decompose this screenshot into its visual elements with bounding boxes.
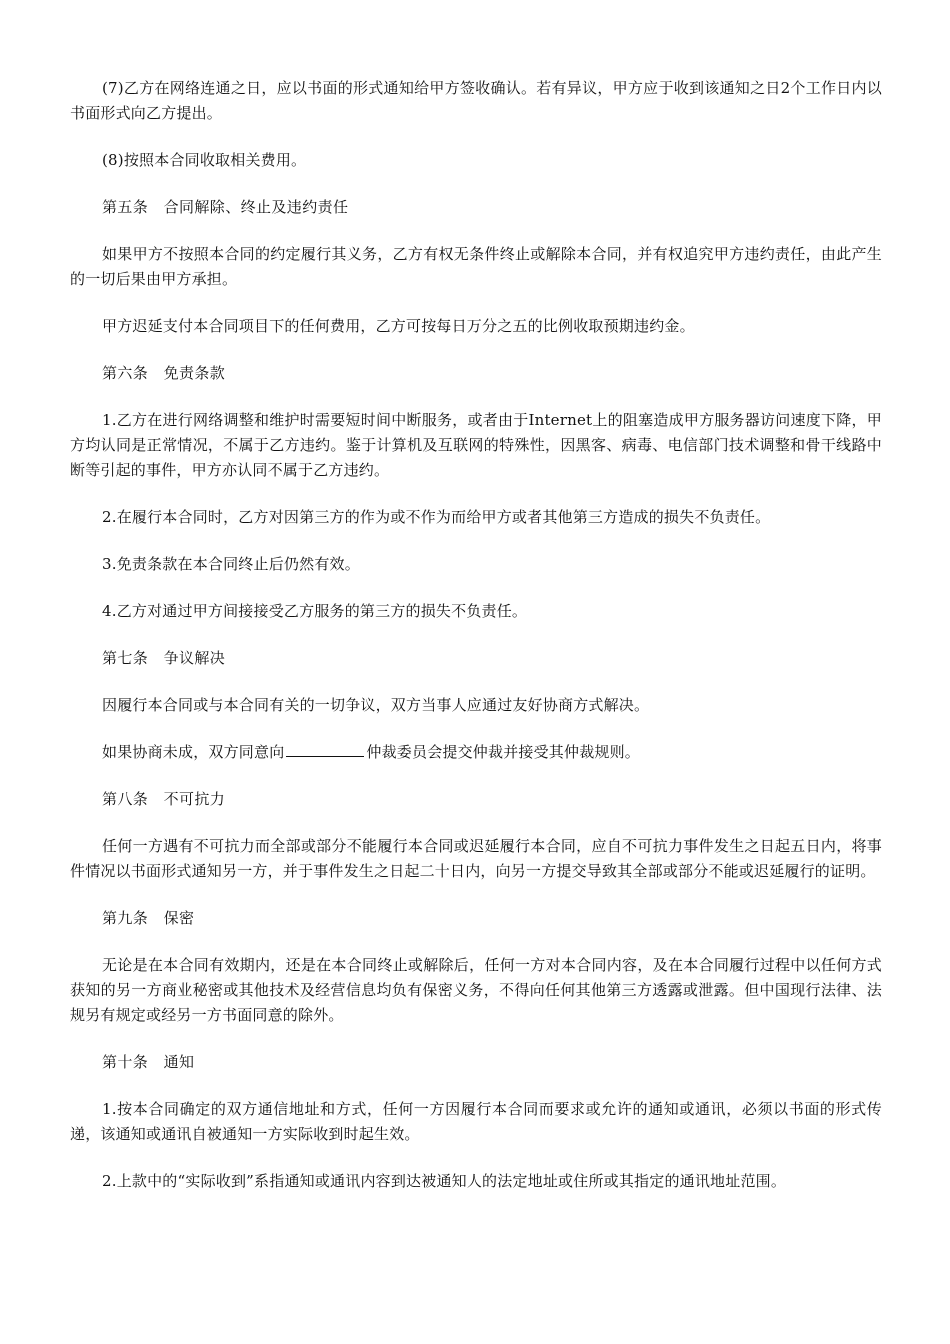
arbitration-clause <box>70 740 882 765</box>
clause-paragraph: 4.乙方对通过甲方间接接受乙方服务的第三方的损失不负责任。 <box>102 602 528 620</box>
article-heading: 第六条 免责条款 <box>102 364 226 382</box>
clause-paragraph: (7)乙方在网络连通之日，应以书面的形式通知给甲方签收确认。若有异议，甲方应于收到该通知之日2个工作日内以书面形式向乙方提出。 <box>70 79 882 122</box>
clause-paragraph: 无论是在本合同有效期内，还是在本合同终止或解除后，任何一方对本合同内容，及在本合同履行过程中以任何方式获知的另一方商业秘密或其他技术及经营信息均负有保密义务，不得向任何其他第三方透露或泄露。但中国现行法律、法规另有规定或经另一方书面同意的除外。 <box>70 956 882 1024</box>
clause-paragraph: 1.乙方在进行网络调整和维护时需要短时间中断服务，或者由于Internet上的阻塞造成甲方服务器访问速度下降，甲方均认同是正常情况，不属于乙方违约。鉴于计算机及互联网的特殊性，因黑客、病毒、电信部门技术调整和骨干线路中断等引起的事件，甲方亦认同不属于乙方违约。 <box>70 411 882 479</box>
article-heading: 第七条 争议解决 <box>102 649 226 667</box>
clause-paragraph: 3.免责条款在本合同终止后仍然有效。 <box>102 555 360 573</box>
clause-text-before-blank: 如果协商未成，双方同意向 <box>102 743 285 761</box>
clause-paragraph: 任何一方遇有不可抗力而全部或部分不能履行本合同或迟延履行本合同，应自不可抗力事件发生之日起五日内，将事件情况以书面形式通知另一方，并于事件发生之日起二十日内，向另一方提交导致其全部或部分不能或迟延履行的证明。 <box>70 837 882 880</box>
article-heading: 第十条 通知 <box>102 1053 195 1071</box>
clause-paragraph: 因履行本合同或与本合同有关的一切争议，双方当事人应通过友好协商方式解决。 <box>102 696 650 714</box>
article-heading: 第五条 合同解除、终止及违约责任 <box>102 198 349 216</box>
clause-paragraph: 2.在履行本合同时，乙方对因第三方的作为或不作为而给甲方或者其他第三方造成的损失不负责任。 <box>102 508 771 526</box>
article-heading: 第九条 保密 <box>102 909 195 927</box>
clause-paragraph: 甲方迟延支付本合同项目下的任何费用，乙方可按每日万分之五的比例收取预期违约金。 <box>102 317 695 335</box>
article-heading: 第八条 不可抗力 <box>102 790 226 808</box>
clause-paragraph: (8)按照本合同收取相关费用。 <box>102 151 307 169</box>
document-page <box>70 76 882 1194</box>
clause-paragraph: 1.按本合同确定的双方通信地址和方式，任何一方因履行本合同而要求或允许的通知或通讯，必须以书面的形式传递，该通知或通讯自被通知一方实际收到时起生效。 <box>70 1100 882 1143</box>
fill-in-blank <box>286 742 364 757</box>
clause-paragraph: 如果甲方不按照本合同的约定履行其义务，乙方有权无条件终止或解除本合同，并有权追究甲方违约责任，由此产生的一切后果由甲方承担。 <box>70 245 882 288</box>
clause-paragraph: 2.上款中的“实际收到”系指通知或通讯内容到达被通知人的法定地址或住所或其指定的通讯地址范围。 <box>102 1172 787 1190</box>
clause-text-after-blank: 仲裁委员会提交仲裁并接受其仲裁规则。 <box>366 743 641 761</box>
